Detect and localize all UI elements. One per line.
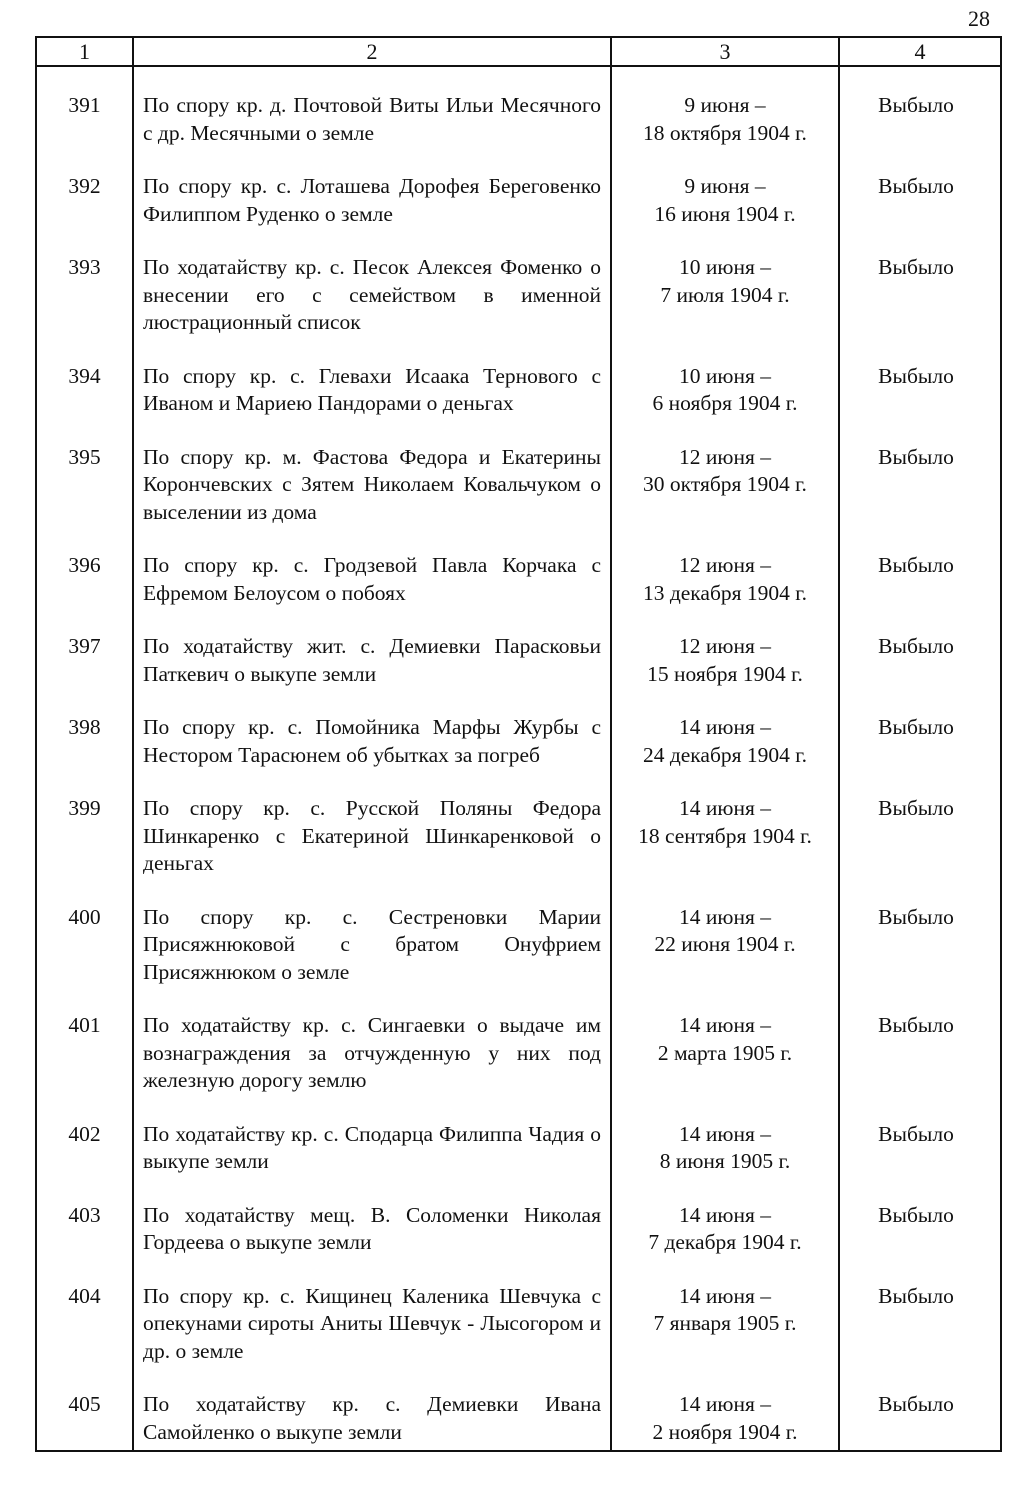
case-number: 393: [36, 254, 133, 363]
case-description: По ходатайству кр. с. Демиевки Ивана Самойленко о выкупе земли: [133, 1391, 611, 1451]
table-row: [36, 363, 1001, 444]
date-end: 13 декабря 1904 г.: [642, 580, 808, 605]
case-status: Выбыло: [839, 1012, 1001, 1121]
case-dates: [611, 66, 839, 173]
case-number: 399: [36, 795, 133, 904]
case-description: По ходатайству кр. с. Песок Алексея Фоменко о внесении его с семейством в именной люстрационный список: [133, 254, 611, 363]
case-status: Выбыло: [839, 552, 1001, 633]
case-description: По спору кр. м. Фастова Федора и Екатерины Корончевских с Зятем Николаем Ковальчуком о выселении из дома: [133, 444, 611, 553]
date-start: 14 июня –: [679, 796, 771, 820]
date-start: 10 июня –: [679, 255, 771, 279]
table-row: [36, 1121, 1001, 1202]
case-number: 397: [36, 633, 133, 714]
date-start: 14 июня –: [679, 904, 771, 929]
case-dates: [611, 795, 839, 904]
table-row: [36, 254, 1001, 363]
case-dates: [611, 1012, 839, 1121]
column-header-1: 1: [36, 37, 133, 66]
case-description: По ходатайству мещ. В. Соломенки Николая Гордеева о выкупе земли: [133, 1202, 611, 1283]
case-number: 400: [36, 904, 133, 1013]
date-end: 2 ноября 1904 г.: [652, 1419, 798, 1444]
case-number: 394: [36, 363, 133, 444]
date-end: 6 ноября 1904 г.: [652, 391, 798, 415]
column-header-2: 2: [133, 37, 611, 66]
column-header-4: 4: [839, 37, 1001, 66]
date-start: 14 июня –: [679, 1202, 771, 1227]
case-description: По ходатайству кр. с. Сингаевки о выдаче им вознаграждения за отчужденную у них под железную дорогу землю: [133, 1012, 611, 1121]
page-number: 28: [968, 6, 990, 31]
case-dates: [611, 904, 839, 1013]
case-status: Выбыло: [839, 714, 1001, 795]
case-status: Выбыло: [839, 904, 1001, 1013]
case-dates: [611, 714, 839, 795]
date-end: 24 декабря 1904 г.: [642, 742, 808, 767]
case-number: 398: [36, 714, 133, 795]
table-row: [36, 1283, 1001, 1392]
case-number: 392: [36, 173, 133, 254]
case-description: По ходатайству кр. с. Сподарца Филиппа Чадия о выкупе земли: [133, 1121, 611, 1202]
case-status: Выбыло: [839, 795, 1001, 904]
date-end: 15 ноября 1904 г.: [647, 661, 803, 686]
date-end: 8 июня 1905 г.: [659, 1149, 791, 1173]
date-start: 12 июня –: [679, 553, 771, 577]
case-number: 396: [36, 552, 133, 633]
date-end: 18 октября 1904 г.: [643, 120, 807, 145]
case-number: 395: [36, 444, 133, 553]
date-end: 30 октября 1904 г.: [643, 472, 807, 496]
case-number: 402: [36, 1121, 133, 1202]
case-dates: [611, 1202, 839, 1283]
case-description: По спору кр. с. Гродзевой Павла Корчака с Ефремом Белоусом о побоях: [133, 552, 611, 633]
column-header-3: 3: [611, 37, 839, 66]
case-dates: [611, 633, 839, 714]
case-dates: [611, 254, 839, 363]
case-status: Выбыло: [839, 1283, 1001, 1392]
header-row: [36, 37, 1001, 66]
case-status: Выбыло: [839, 1121, 1001, 1202]
table-row: [36, 633, 1001, 714]
case-status: Выбыло: [839, 1391, 1001, 1451]
case-dates: [611, 552, 839, 633]
date-end: 7 июля 1904 г.: [660, 282, 790, 307]
case-description: По спору кр. д. Почтовой Виты Ильи Месячного с др. Месячными о земле: [133, 66, 611, 173]
date-start: 14 июня –: [679, 1283, 771, 1308]
date-start: 14 июня –: [679, 1013, 771, 1037]
table-row: [36, 1012, 1001, 1121]
case-description: По спору кр. с. Помойника Марфы Журбы с Нестором Тарасюнем об убытках за погреб: [133, 714, 611, 795]
date-start: 14 июня –: [679, 1121, 771, 1146]
table-body: [36, 66, 1001, 1451]
date-start: 12 июня –: [679, 444, 771, 469]
date-start: 9 июня –: [684, 93, 766, 117]
case-dates: [611, 363, 839, 444]
case-description: По ходатайству жит. с. Демиевки Парасковьи Паткевич о выкупе земли: [133, 633, 611, 714]
case-dates: [611, 1283, 839, 1392]
case-number: 405: [36, 1391, 133, 1451]
date-end: 18 сентября 1904 г.: [638, 823, 812, 848]
date-start: 10 июня –: [679, 363, 771, 388]
table-row: [36, 444, 1001, 553]
date-start: 12 июня –: [679, 634, 771, 658]
case-description: По спору кр. с. Сестреновки Марии Присяжнюковой с братом Онуфрием Присяжнюком о земле: [133, 904, 611, 1013]
date-end: 16 июня 1904 г.: [654, 201, 796, 226]
date-end: 7 декабря 1904 г.: [648, 1230, 802, 1254]
case-number: 401: [36, 1012, 133, 1121]
case-dates: [611, 1391, 839, 1451]
case-number: 403: [36, 1202, 133, 1283]
case-description: По спору кр. с. Глевахи Исаака Тернового с Иваном и Мариею Пандорами о деньгах: [133, 363, 611, 444]
date-start: 9 июня –: [684, 174, 766, 198]
date-end: 2 марта 1905 г.: [657, 1040, 793, 1065]
case-description: По спору кр. с. Кищинец Каленика Шевчука с опекунами сироты Аниты Шевчук - Лысогором и др. о земле: [133, 1283, 611, 1392]
date-start: 14 июня –: [679, 1392, 771, 1416]
table-row: [36, 173, 1001, 254]
case-status: Выбыло: [839, 444, 1001, 553]
case-dates: [611, 173, 839, 254]
case-status: Выбыло: [839, 173, 1001, 254]
table-row: [36, 1202, 1001, 1283]
case-dates: [611, 444, 839, 553]
table-row: [36, 1391, 1001, 1451]
case-status: Выбыло: [839, 66, 1001, 173]
case-status: Выбыло: [839, 254, 1001, 363]
table-row: [36, 795, 1001, 904]
case-dates: [611, 1121, 839, 1202]
case-number: 391: [36, 66, 133, 173]
case-status: Выбыло: [839, 363, 1001, 444]
case-number: 404: [36, 1283, 133, 1392]
table-row: [36, 904, 1001, 1013]
table-row: [36, 552, 1001, 633]
table-row: [36, 714, 1001, 795]
case-status: Выбыло: [839, 633, 1001, 714]
date-end: 7 января 1905 г.: [653, 1311, 797, 1335]
table-header: [36, 37, 1001, 66]
date-start: 14 июня –: [679, 715, 771, 739]
register-table: [35, 36, 1002, 1452]
case-description: По спору кр. с. Лоташева Дорофея Береговенко Филиппом Руденко о земле: [133, 173, 611, 254]
case-description: По спору кр. с. Русской Поляны Федора Шинкаренко с Екатериной Шинкаренковой о деньгах: [133, 795, 611, 904]
date-end: 22 июня 1904 г.: [654, 932, 796, 956]
case-status: Выбыло: [839, 1202, 1001, 1283]
table-row: [36, 66, 1001, 173]
